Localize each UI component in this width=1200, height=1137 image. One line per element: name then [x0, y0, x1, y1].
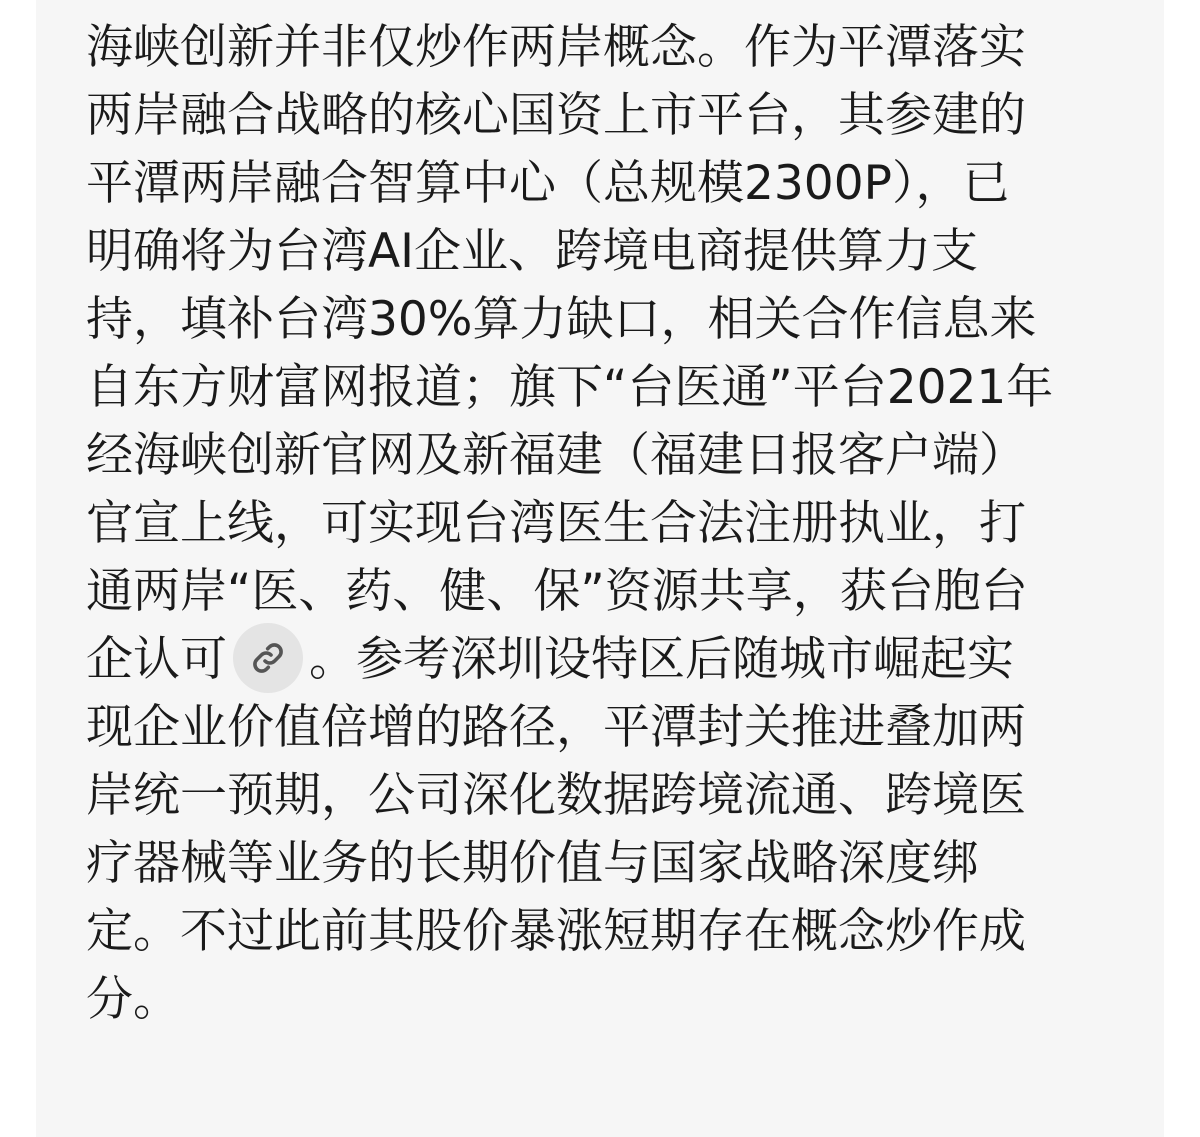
text-line: 定。不过此前其股价暴涨短期存在概念炒作成: [86, 904, 1026, 959]
text-segment: 企认可: [86, 632, 227, 687]
text-line-with-link: [86, 626, 1126, 694]
text-line: 自东方财富网报道；旗下“台医通”平台2021年: [86, 360, 1054, 415]
text-line: 通两岸“医、药、健、保”资源共享，获台胞台: [86, 564, 1028, 619]
text-line: 平潭两岸融合智算中心（总规模2300P），已: [86, 156, 1010, 211]
text-line: 现企业价值倍增的路径，平潭封关推进叠加两: [86, 700, 1026, 755]
text-line: 两岸融合战略的核心国资上市平台，其参建的: [86, 88, 1026, 143]
link-icon: [250, 640, 286, 676]
text-line: 官宣上线，可实现台湾医生合法注册执业，打: [86, 496, 1026, 551]
text-line: 明确将为台湾AI企业、跨境电商提供算力支: [86, 224, 979, 279]
text-line: 岸统一预期，公司深化数据跨境流通、跨境医: [86, 768, 1026, 823]
text-line: 分。: [86, 972, 180, 1027]
message-card: [36, 0, 1164, 1137]
text-line: 经海峡创新官网及新福建（福建日报客户端）: [86, 428, 1026, 483]
source-link-button[interactable]: [233, 623, 303, 693]
text-line: 海峡创新并非仅炒作两岸概念。作为平潭落实: [86, 20, 1026, 75]
text-line: 疗器械等业务的长期价值与国家战略深度绑: [86, 836, 979, 891]
article-text: [86, 14, 1126, 1034]
text-line: 持，填补台湾30%算力缺口，相关合作信息来: [86, 292, 1037, 347]
text-segment: 。参考深圳设特区后随城市崛起实: [309, 632, 1014, 687]
